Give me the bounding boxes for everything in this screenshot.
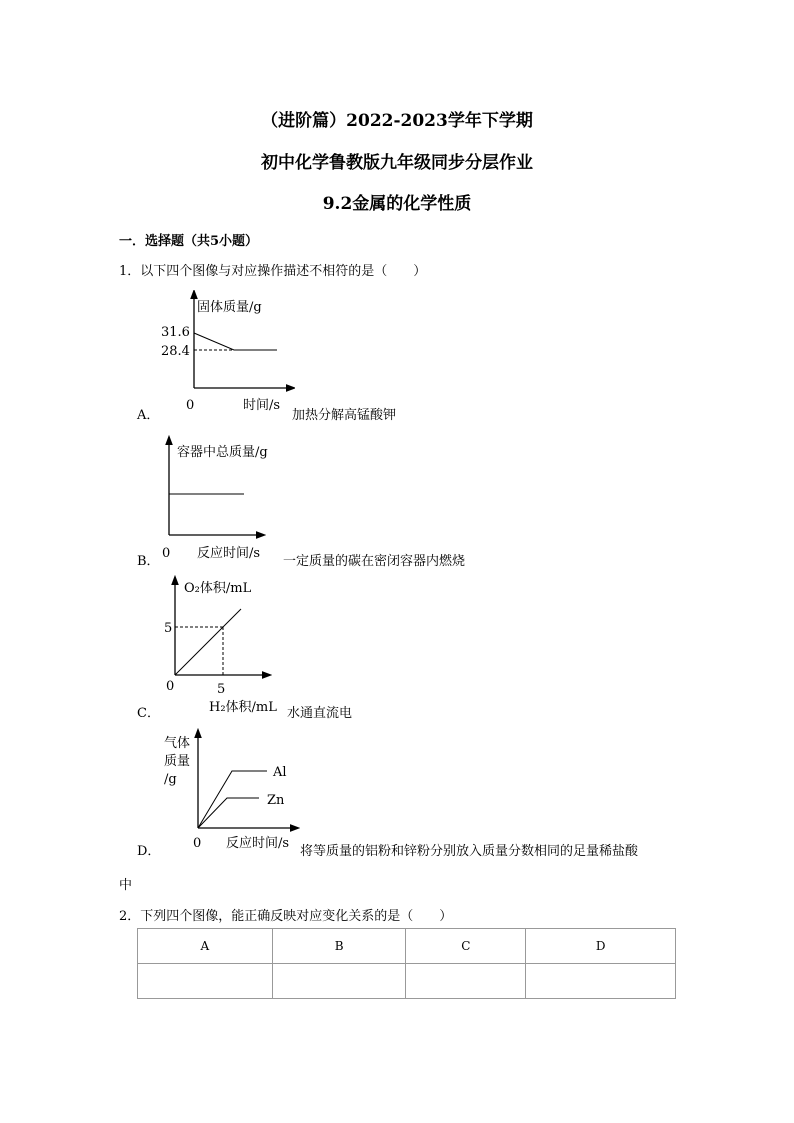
option-d-desc: 将等质量的铝粉和锌粉分别放入质量分数相同的足量稀盐酸	[300, 844, 639, 859]
chart-c-ylabel: O₂体积/mL	[184, 581, 252, 596]
chart-a-series-line	[194, 333, 277, 350]
header-line-1: （进阶篇）2022-2023学年下学期	[261, 111, 533, 131]
chart-d-legend-al: Al	[273, 765, 287, 780]
option-d-letter: D．	[137, 844, 161, 859]
table-header-d: D	[526, 929, 676, 964]
chart-a-xlabel: 时间/s	[243, 398, 281, 413]
option-c-letter: C．	[137, 706, 160, 721]
chart-a-ytick-1: 31.6	[161, 325, 190, 340]
question-2-table	[137, 928, 676, 999]
chart-d-xlabel: 反应时间/s	[226, 836, 290, 851]
chart-a-ylabel: 固体质量/g	[197, 300, 262, 315]
table-cell-d	[526, 964, 676, 999]
table-header-c: C	[406, 929, 526, 964]
option-c-desc: 水通直流电	[287, 706, 353, 721]
chart-c-ytick: 5	[164, 621, 173, 636]
chart-c	[155, 572, 295, 722]
chart-a-origin: 0	[186, 398, 195, 413]
chart-d-legend-zn: Zn	[267, 793, 285, 808]
table-cell-a	[138, 964, 273, 999]
chart-d-ylabel-1: 气体	[164, 736, 191, 751]
chart-c-origin: 0	[166, 679, 175, 694]
table-header-a: A	[138, 929, 273, 964]
table-row	[138, 964, 676, 999]
chart-d-ylabel-3: /g	[164, 772, 177, 787]
table-header-row	[138, 929, 676, 964]
page-title: 9.2金属的化学性质	[322, 194, 472, 214]
chart-d-ylabel-2: 质量	[164, 754, 191, 769]
header-line-2: 初中化学鲁教版九年级同步分层作业	[261, 153, 533, 173]
chart-c-xtick: 5	[217, 682, 226, 697]
option-a-desc: 加热分解高锰酸钾	[292, 408, 397, 423]
table-cell-c	[406, 964, 526, 999]
section-title: 一．选择题（共5小题）	[119, 234, 259, 249]
chart-c-series-line	[175, 609, 241, 675]
chart-a	[155, 290, 295, 420]
table-header-b: B	[272, 929, 406, 964]
chart-b	[155, 434, 285, 564]
chart-d-series-al	[198, 771, 267, 828]
chart-b-origin: 0	[162, 546, 171, 561]
chart-d	[155, 727, 305, 857]
option-d-desc-continued: 中	[119, 878, 133, 893]
chart-c-xlabel: H₂体积/mL	[209, 700, 277, 715]
chart-a-ytick-2: 28.4	[161, 344, 190, 359]
chart-b-ylabel: 容器中总质量/g	[177, 445, 268, 460]
option-b-desc: 一定质量的碳在密闭容器内燃烧	[283, 554, 466, 569]
question-2-stem: 2．下列四个图像，能正确反映对应变化关系的是（ ）	[119, 909, 453, 924]
chart-d-origin: 0	[193, 836, 202, 851]
chart-b-xlabel: 反应时间/s	[197, 546, 261, 561]
option-a-letter: A．	[137, 408, 160, 423]
question-1-stem: 1．以下四个图像与对应操作描述不相符的是（ ）	[119, 264, 427, 279]
table-cell-b	[272, 964, 406, 999]
option-b-letter: B．	[137, 554, 160, 569]
